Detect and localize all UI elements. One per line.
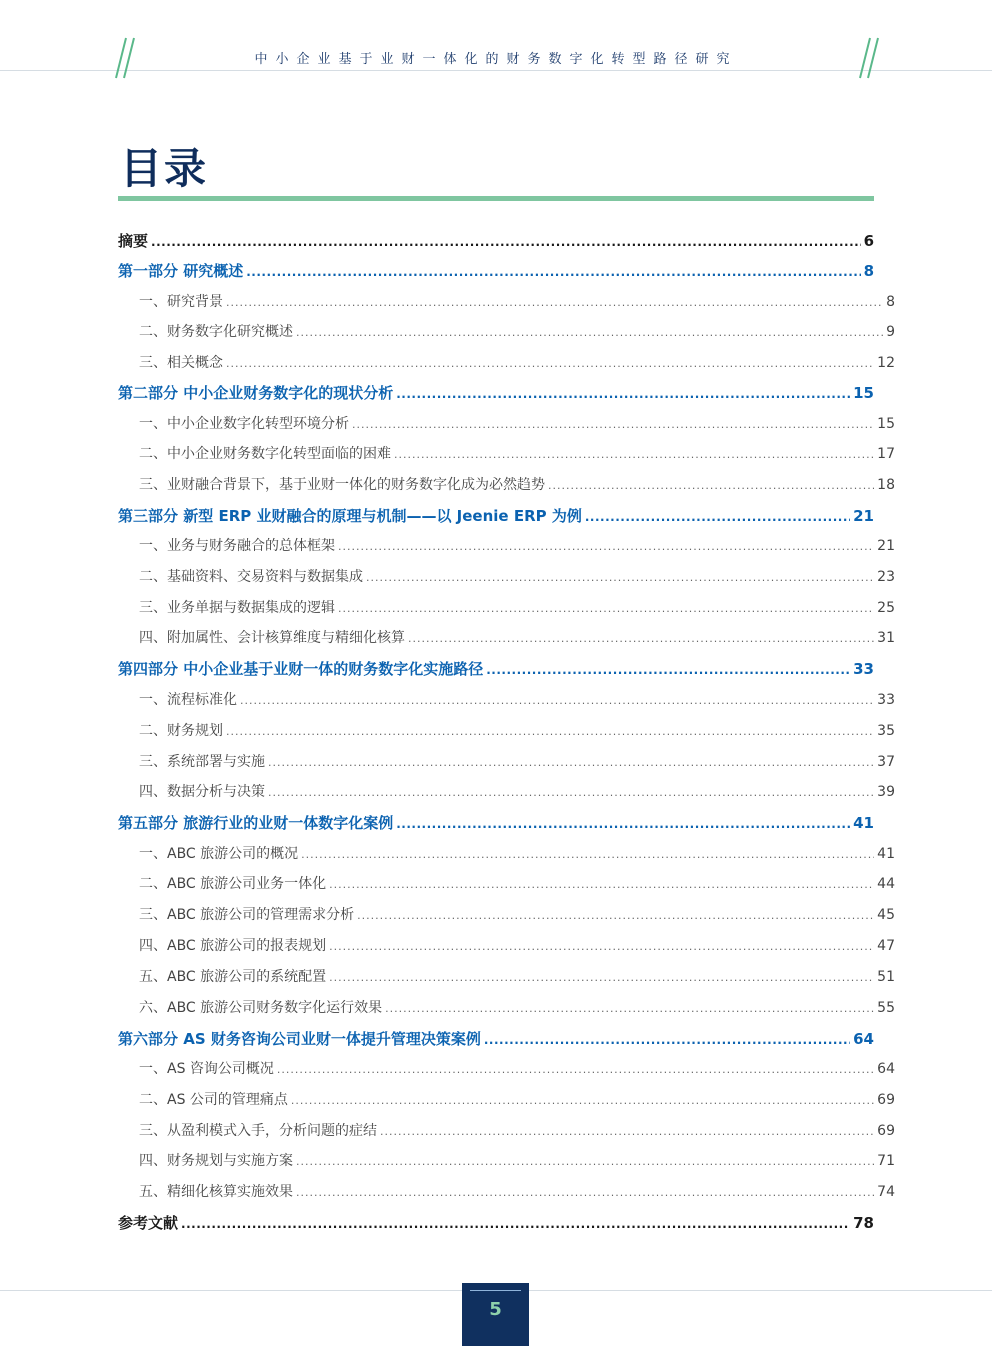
toc-entry-label: 一、业务与财务融合的总体框架 <box>139 538 335 554</box>
double-slash-icon <box>846 36 880 80</box>
toc-entry-page: 21 <box>877 538 895 554</box>
toc-entry[interactable] <box>118 384 874 403</box>
toc-entry[interactable] <box>118 445 895 464</box>
toc-entry[interactable] <box>118 354 895 373</box>
toc-entry-page: 78 <box>853 1214 874 1232</box>
dot-leader <box>396 385 850 403</box>
toc-entry[interactable] <box>118 1030 874 1049</box>
toc-entry[interactable] <box>118 293 895 312</box>
toc-entry[interactable] <box>118 660 874 679</box>
toc-entry-label: 三、业财融合背景下，基于业财一体化的财务数字化成为必然趋势 <box>139 477 545 493</box>
toc-entry-page: 33 <box>877 692 895 708</box>
toc-entry[interactable] <box>118 232 874 251</box>
dot-leader <box>226 355 874 373</box>
toc-entry-page: 33 <box>853 660 874 678</box>
dot-leader <box>277 1061 874 1079</box>
dot-leader <box>366 569 874 587</box>
toc-title: 目录 <box>120 144 209 193</box>
toc-entry-label: 三、从盈利模式入手，分析问题的症结 <box>139 1123 377 1139</box>
toc-entry[interactable] <box>118 753 895 772</box>
toc-entry-label: 第五部分 旅游行业的业财一体数字化案例 <box>118 814 394 832</box>
dot-leader <box>380 1123 874 1141</box>
dot-leader <box>268 754 874 772</box>
toc-entry-label: 五、ABC 旅游公司的系统配置 <box>139 969 327 985</box>
toc-entry[interactable] <box>118 507 874 526</box>
dot-leader <box>352 416 874 434</box>
toc-entry[interactable] <box>118 968 895 987</box>
toc-entry-page: 39 <box>877 784 895 800</box>
toc-entry-page: 25 <box>877 600 895 616</box>
dot-leader <box>338 600 874 618</box>
toc-entry[interactable] <box>118 783 895 802</box>
toc-entry[interactable] <box>118 537 895 556</box>
toc-entry-page: 69 <box>877 1123 895 1139</box>
toc-entry-page: 47 <box>877 938 895 954</box>
toc-entry-page: 41 <box>853 814 874 832</box>
toc-entry-label: 第六部分 AS 财务咨询公司业财一体提升管理决策案例 <box>118 1030 481 1048</box>
dot-leader <box>151 233 861 251</box>
dot-leader <box>357 907 874 925</box>
toc-entry[interactable] <box>118 262 874 281</box>
toc-entry[interactable] <box>118 323 895 342</box>
header-divider <box>0 70 992 71</box>
toc-entry-page: 37 <box>877 754 895 770</box>
running-header-title: 中小企业基于业财一体化的财务数字化转型路径研究 <box>254 52 738 67</box>
dot-leader <box>301 846 874 864</box>
dot-leader <box>296 1184 874 1202</box>
toc-entry-label: 一、中小企业数字化转型环境分析 <box>139 416 349 432</box>
dot-leader <box>291 1092 874 1110</box>
toc-entry[interactable] <box>118 629 895 648</box>
toc-entry-label: 五、精细化核算实施效果 <box>139 1184 293 1200</box>
toc-entry-page: 64 <box>853 1030 874 1048</box>
toc-entry[interactable] <box>118 845 895 864</box>
toc-entry-page: 69 <box>877 1092 895 1108</box>
toc-entry-page: 35 <box>877 723 895 739</box>
toc-entry-page: 45 <box>877 907 895 923</box>
dot-leader <box>296 1153 874 1171</box>
toc-entry-page: 17 <box>877 446 895 462</box>
toc-entry[interactable] <box>118 599 895 618</box>
toc-entry-label: 第二部分 中小企业财务数字化的现状分析 <box>118 384 394 402</box>
dot-leader <box>585 508 850 526</box>
toc-entry-page: 41 <box>877 846 895 862</box>
toc-entry-page: 12 <box>877 355 895 371</box>
toc-entry-label: 三、业务单据与数据集成的逻辑 <box>139 600 335 616</box>
toc-entry[interactable] <box>118 937 895 956</box>
page-number: 5 <box>489 1299 502 1320</box>
dot-leader <box>394 446 874 464</box>
toc-entry-page: 44 <box>877 876 895 892</box>
toc-entry-label: 二、AS 公司的管理痛点 <box>139 1092 288 1108</box>
toc-entry-page: 15 <box>853 384 874 402</box>
toc-entry[interactable] <box>118 415 895 434</box>
toc-entry[interactable] <box>118 691 895 710</box>
dot-leader <box>226 294 883 312</box>
toc-entry[interactable] <box>118 814 874 833</box>
toc-entry[interactable] <box>118 875 895 894</box>
toc-entry-page: 15 <box>877 416 895 432</box>
dot-leader <box>408 630 874 648</box>
page-box-rule <box>470 1290 521 1291</box>
toc-entry-page: 55 <box>877 1000 895 1016</box>
toc-entry[interactable] <box>118 1214 874 1233</box>
toc-entry-label: 第四部分 中小企业基于业财一体的财务数字化实施路径 <box>118 660 484 678</box>
toc-entry[interactable] <box>118 1152 895 1171</box>
toc-entry-label: 三、系统部署与实施 <box>139 754 265 770</box>
toc-entry-label: 三、ABC 旅游公司的管理需求分析 <box>139 907 355 923</box>
toc-entry-page: 74 <box>877 1184 895 1200</box>
dot-leader <box>181 1215 850 1233</box>
toc-entry[interactable] <box>118 1183 895 1202</box>
toc-entry-label: 二、ABC 旅游公司业务一体化 <box>139 876 327 892</box>
toc-entry-label: 四、ABC 旅游公司的报表规划 <box>139 938 327 954</box>
toc-entry-page: 6 <box>863 232 874 250</box>
dot-leader <box>296 324 883 342</box>
dot-leader <box>486 661 850 679</box>
toc-entry-label: 第一部分 研究概述 <box>118 262 244 280</box>
toc-entry-page: 8 <box>863 262 874 280</box>
dot-leader <box>329 938 874 956</box>
toc-entry-label: 第三部分 新型 ERP 业财融合的原理与机制——以 Jeenie ERP 为例 <box>118 507 582 525</box>
dot-leader <box>385 1000 874 1018</box>
toc-entry-label: 二、财务规划 <box>139 723 223 739</box>
toc-entry-page: 18 <box>877 477 895 493</box>
toc-entry-label: 一、流程标准化 <box>139 692 237 708</box>
toc-entry[interactable] <box>118 1060 895 1079</box>
toc-entry-page: 71 <box>877 1153 895 1169</box>
toc-entry-label: 四、财务规划与实施方案 <box>139 1153 293 1169</box>
toc-entry[interactable] <box>118 568 895 587</box>
dot-leader <box>338 538 874 556</box>
toc-entry-page: 21 <box>853 507 874 525</box>
dot-leader <box>484 1031 850 1049</box>
toc-entry-label: 六、ABC 旅游公司财务数字化运行效果 <box>139 1000 383 1016</box>
dot-leader <box>240 692 874 710</box>
toc-entry-label: 四、数据分析与决策 <box>139 784 265 800</box>
toc-entry-label: 二、中小企业财务数字化转型面临的困难 <box>139 446 391 462</box>
toc-entry-page: 9 <box>886 324 895 340</box>
toc-entry-label: 参考文献 <box>118 1214 179 1232</box>
toc-entry-page: 64 <box>877 1061 895 1077</box>
dot-leader <box>268 784 874 802</box>
toc-entry[interactable] <box>118 906 895 925</box>
toc-entry-page: 8 <box>886 294 895 310</box>
toc-entry-label: 一、ABC 旅游公司的概况 <box>139 846 299 862</box>
dot-leader <box>396 815 850 833</box>
toc-entry-label: 二、财务数字化研究概述 <box>139 324 293 340</box>
toc-entry-label: 二、基础资料、交易资料与数据集成 <box>139 569 363 585</box>
dot-leader <box>329 969 874 987</box>
dot-leader <box>226 723 874 741</box>
toc-entry[interactable] <box>118 999 895 1018</box>
toc-entry[interactable] <box>118 722 895 741</box>
toc-entry-label: 摘要 <box>118 232 149 250</box>
title-underline <box>118 196 874 201</box>
dot-leader <box>329 876 874 894</box>
page-number-box <box>462 1283 529 1346</box>
toc-entry-label: 一、AS 咨询公司概况 <box>139 1061 274 1077</box>
dot-leader <box>246 263 860 281</box>
toc-entry-label: 四、附加属性、会计核算维度与精细化核算 <box>139 630 405 646</box>
toc-entry-page: 31 <box>877 630 895 646</box>
toc-entry[interactable] <box>118 1091 895 1110</box>
toc-entry-label: 一、研究背景 <box>139 294 223 310</box>
toc-entry[interactable] <box>118 476 895 495</box>
toc-entry-page: 51 <box>877 969 895 985</box>
toc-entry-label: 三、相关概念 <box>139 355 223 371</box>
dot-leader <box>548 477 874 495</box>
toc-entry[interactable] <box>118 1122 895 1141</box>
toc-entry-page: 23 <box>877 569 895 585</box>
